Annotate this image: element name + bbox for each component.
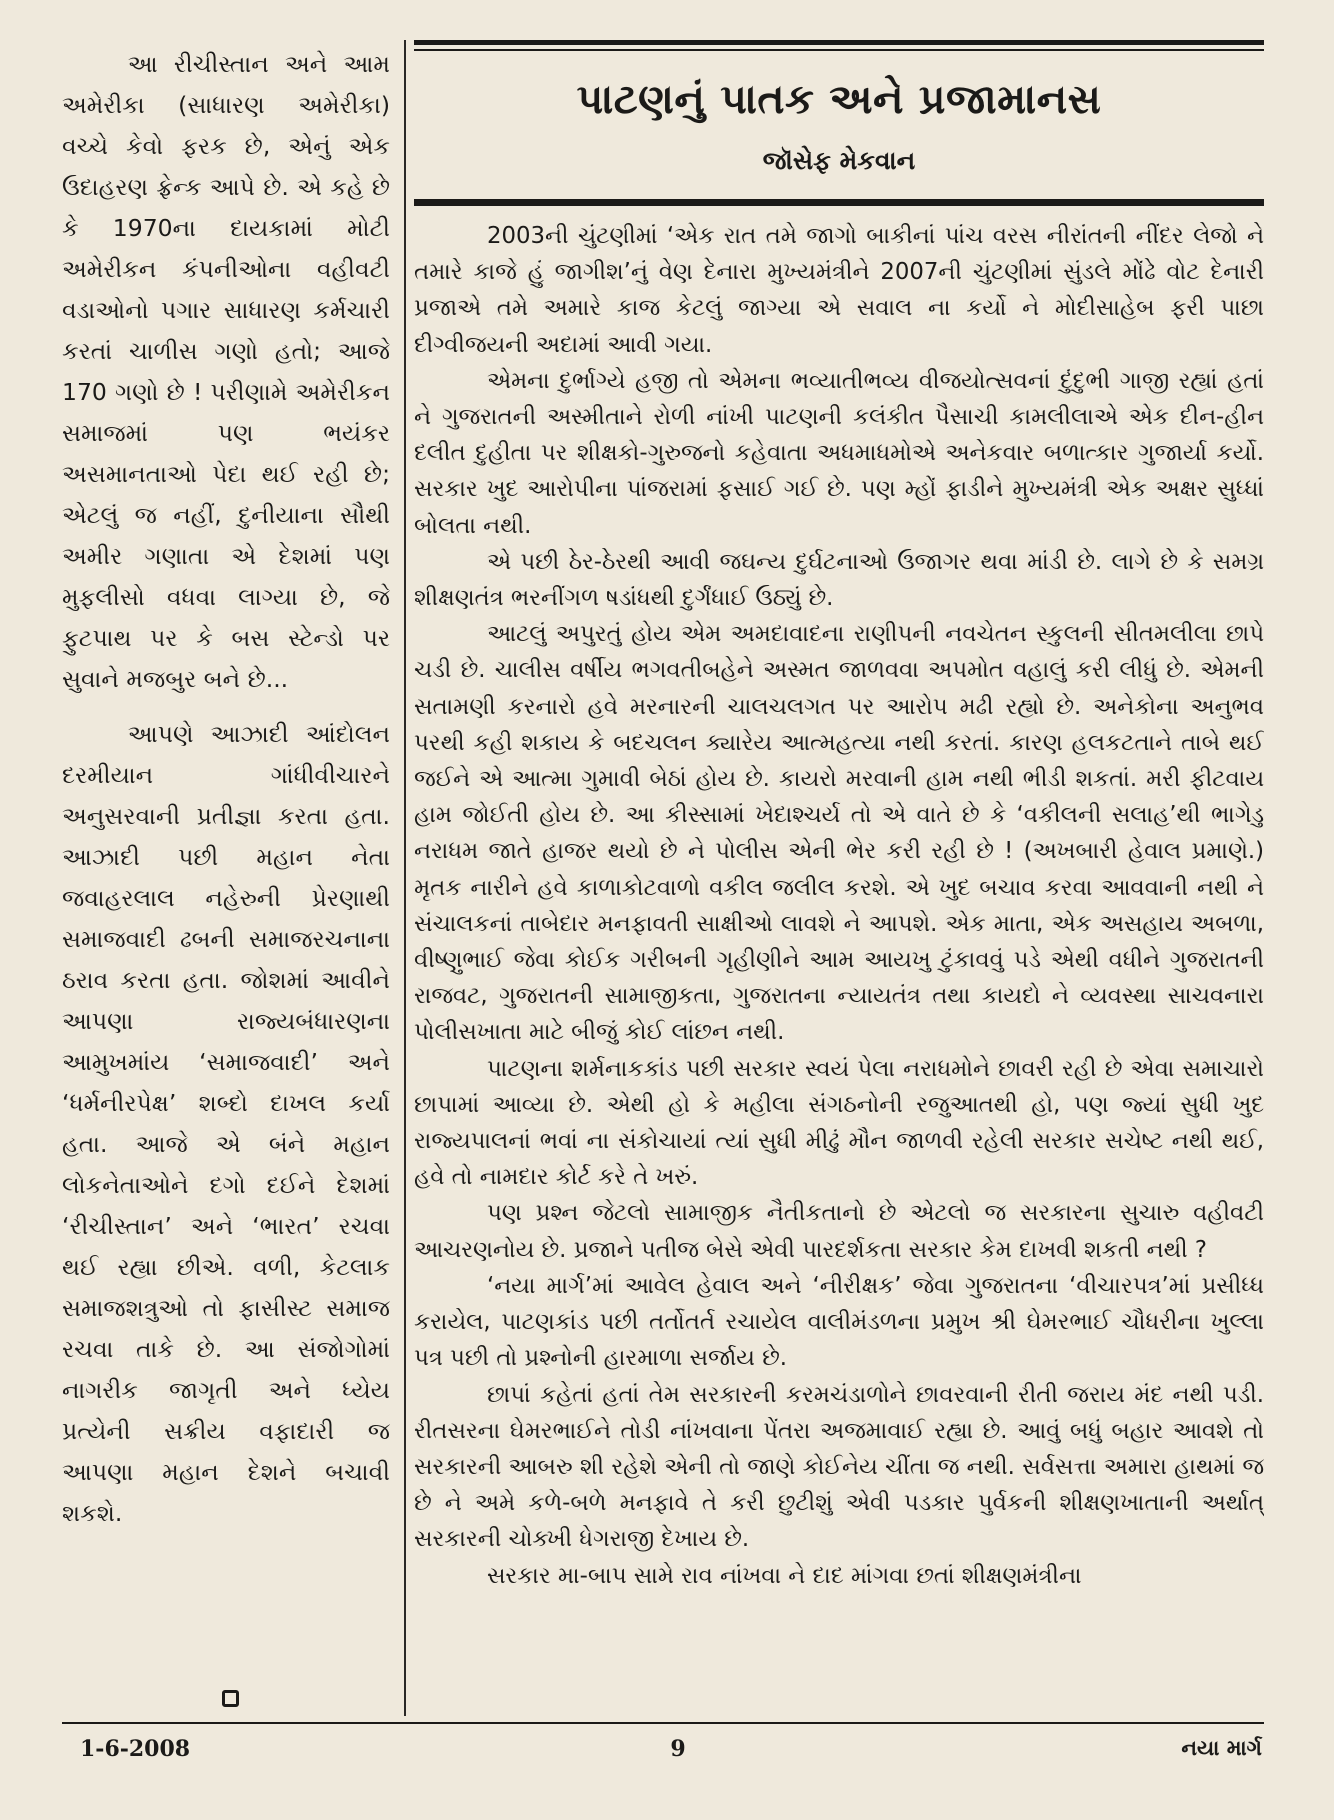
footer-page-number: 9 [670,1736,686,1762]
article [414,40,1264,1688]
article-paragraph: પણ પ્રશ્ન જેટલો સામાજીક નૈતીકતાનો છે એટલો જ સરકારના સુચારુ વહીવટી આચરણનોય છે. પ્રજાને પતીજ બેસે એવી પારદર્શકતા સરકાર કેમ દાખવી શકતી નથી ? [414,1200,1264,1263]
article-paragraph: એમના દુર્ભાગ્યે હજી તો એમના ભવ્યાતીભવ્ય વીજયોત્સવનાં દુંદુભી ગાજી રહ્યાં હતાં ને ગુજરાતની અસ્મીતાને રોળી નાંખી પાટણની કલંકીત પૈસાચી કામલીલાએ એક દીન-હીન દલીત દુહીતા પર શીક્ષકો-ગુરુજનો કહેવાતા અધમાધમોએ અનેકવાર બળાત્કાર ગુજાર્યા કર્યો. સરકાર ખુદ આરોપીના પાંજરામાં ફસાઈ ગઈ છે. પણ મ્હોં ફાડીને મુખ્યમંત્રી એક અક્ષર સુધ્ધાં બોલતા નથી. [414,367,1264,539]
footer-date: 1-6-2008 [80,1736,191,1762]
left-paragraph-1: આ રીચીસ્તાન અને આમ અમેરીકા (સાધારણ અમેરીકા) વચ્ચે કેવો ફરક છે, એનું એક ઉદાહરણ ફ્રેન્ક આપે છે. એ કહે છે કે 1970ના દાયકામાં મોટી અમેરીકન કંપનીઓના વહીવટી વડાઓનો પગાર સાધારણ કર્મચારી કરતાં ચાળીસ ગણો હતો; આજે 170 ગણો છે ! પરીણામે અમેરીકન સમાજમાં પણ ભયંકર અસમાનતાઓ પેદા થઈ રહી છે; એટલું જ નહીં, દુનીયાના સૌથી અમીર ગણાતા એ દેશમાં પણ મુફલીસો વધવા લાગ્યા છે, જે ફુટપાથ પર કે બસ સ્ટેન્ડો પર સુવાને મજબુર બને છે... [62,50,390,693]
column-divider [404,40,406,1716]
left-paragraph-2: આપણે આઝાદી આંદોલન દરમીયાન ગાંધીવીચારને અનુસરવાની પ્રતીજ્ઞા કરતા હતા. આઝાદી પછી મહાન નેતા જવાહરલાલ નહેરુની પ્રેરણાથી સમાજવાદી ઢબની સમાજરચનાના ઠરાવ કરતા હતા. જોશમાં આવીને આપણા રાજ્યબંધારણના આમુખમાંય ‘સમાજવાદી’ અને ‘ધર્મનીરપેક્ષ’ શબ્દો દાખલ કર્યા હતા. આજે એ બંને મહાન લોકનેતાઓને દગો દઈને દેશમાં ‘રીચીસ્તાન’ અને ‘ભારત’ રચવા થઈ રહ્યા છીએ. વળી, કેટલાક સમાજશત્રુઓ તો ફાસીસ્ટ સમાજ રચવા તાકે છે. આ સંજોગોમાં નાગરીક જાગૃતી અને ધ્યેય પ્રત્યેની સક્રીય વફાદારી જ આપણા મહાન દેશને બચાવી શકશે. [62,720,390,1527]
article-paragraph: સરકાર મા-બાપ સામે રાવ નાંખવા ને દાદ માંગવા છતાં શીક્ષણમંત્રીના [486,1562,1082,1589]
end-of-article-square-icon [222,1690,239,1707]
footer-magazine-name: નયા માર્ગ [1181,1736,1262,1760]
title-top-rules [414,40,1264,51]
article-paragraph: ‘નયા માર્ગ’માં આવેલ હેવાલ અને ‘નીરીક્ષક’ જેવા ગુજરાતના ‘વીચારપત્ર’માં પ્રસીધ્ધ કરાયેલ, પાટણકાંડ પછી તર્તોતર્ત રચાયેલ વાલીમંડળના પ્રમુખ શ્રી ઘેમરભાઈ ચૌધરીના ખુલ્લા પત્ર પછી તો પ્રશ્નોની હારમાળા સર્જાય છે. [414,1272,1264,1372]
footer-rule [62,1722,1264,1724]
article-paragraph: એ પછી ઠેર-ઠેરથી આવી જઘન્ય દુર્ઘટનાઓ ઉજાગર થવા માંડી છે. લાગે છે કે સમગ્ર શીક્ષણતંત્ર ભરનીંગળ ષડાંધથી દુર્ગંધાઈ ઉઠ્યું છે. [414,548,1264,612]
article-title: પાટણનું પાતક અને પ્રજામાનસ [576,75,1102,123]
article-paragraph: છાપાં કહેતાં હતાં તેમ સરકારની કરમચંડાળોને છાવરવાની રીતી જરાય મંદ નથી પડી. રીતસરના ઘેમરભાઈને તોડી નાંખવાના પેંતરા અજમાવાઈ રહ્યા છે. આવું બધું બહાર આવશે તો સરકારની આબરુ શી રહેશે એની તો જાણે કોઈનેય ચીંતા જ નથી. સર્વસત્તા અમારા હાથમાં જ છે ને અમે કળે-બળે મનફાવે તે કરી છુટીશું એવી પડકાર પુર્વકની શીક્ષણખાતાની અર્થાત્ સરકારની ચોક્ખી ધેગરાજી દેખાય છે. [414,1381,1264,1553]
title-bottom-rules [414,199,1264,206]
article-paragraph: આટલું અપુરતું હોય એમ અમદાવાદના રાણીપની નવચેતન સ્કુલની સીતમલીલા છાપે ચડી છે. ચાલીસ વર્ષીય ભગવતીબહેને અસ્મત જાળવવા અપમોત વહાલું કરી લીધું છે. એમની સતામણી કરનારો હવે મરનારની ચાલચલગત પર આરોપ મઢી રહ્યો છે. અનેકોના અનુભવ પરથી કહી શકાય કે બદચલન ક્યારેય આત્મહત્યા નથી કરતાં. કારણ હલકટતાને તાબે થઈ જઈને એ આત્મા ગુમાવી બેઠાં હોય છે. કાયરો મરવાની હામ નથી ભીડી શકતાં. મરી ફીટવાય હામ જોઈતી હોય છે. આ કીસ્સામાં ખેદાશ્ચર્ય તો એ વાતે છે કે ‘વકીલની સલાહ’થી ભાગેડુ નરાધમ જાતે હાજર થયો છે ને પોલીસ એની ભેર કરી રહી છે ! (અખબારી હેવાલ પ્રમાણે.) મૃતક નારીને હવે કાળાકોટવાળો વકીલ જલીલ કરશે. એ ખુદ બચાવ કરવા આવવાની નથી ને સંચાલકનાં તાબેદાર મનફાવતી સાક્ષીઓ લાવશે ને આપશે. એક માતા, એક અસહાય અબળા, વીષ્ણુભાઈ જેવા કોઈક ગરીબની ગૃહીણીને આમ આયખુ ટુંકાવવું પડે એથી વધીને ગુજરાતની રાજવટ, ગુજરાતની સામાજીકતા, ગુજરાતના ન્યાયતંત્ર તથા કાયદો ને વ્યવસ્થા સાચવનારા પોલીસખાતા માટે બીજું કોઈ લાંછન નથી. [414,621,1264,1046]
left-column [62,44,390,1709]
article-body [414,218,1264,1688]
article-paragraph: 2003ની ચુંટણીમાં ‘એક રાત તમે જાગો બાકીનાં પાંચ વરસ નીરાંતની નીંદર લેજો ને તમારે કાજે હું જાગીશ’નું વેણ દેનારા મુખ્યમંત્રીને 2007ની ચુંટણીમાં સુંડલે મોંઢે વોટ દેનારી પ્રજાએ તમે અમારે કાજ કેટલું જાગ્યા એ સવાલ ના કર્યો ને મોદીસાહેબ ફરી પાછા દીગ્વીજયની અદામાં આવી ગયા. [414,223,1264,358]
article-author: જૉસેફ મેકવાન [762,146,916,175]
article-paragraph: પાટણના શર્મનાકકાંડ પછી સરકાર સ્વયં પેલા નરાધમોને છાવરી રહી છે એવા સમાચારો છાપામાં આવ્યા છે. એથી હો કે મહીલા સંગઠનોની રજુઆતથી હો, પણ જ્યાં સુધી ખુદ રાજ્યપાલનાં ભવાં ના સંકોચાયાં ત્યાં સુધી મીઢું મૌન જાળવી રહેલી સરકાર સચેષ્ટ નથી થઈ, હવે તો નામદાર કોર્ટ કરે તે ખરું. [414,1055,1264,1191]
